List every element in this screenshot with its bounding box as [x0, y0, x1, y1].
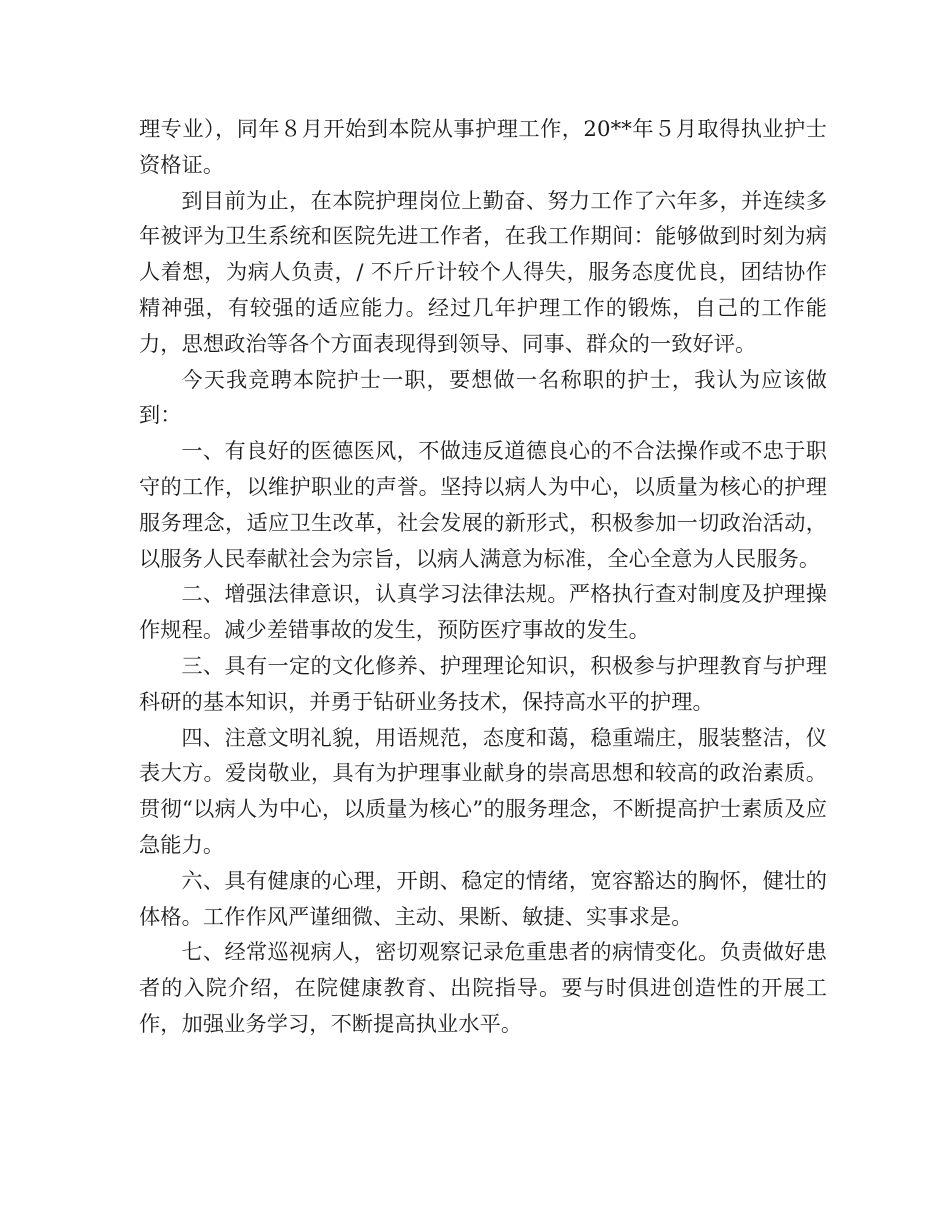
- paragraph-work-history: 到目前为止，在本院护理岗位上勤奋、努力工作了六年多，并连续多年被评为卫生系统和医院先进工作者，在我工作期间：能够做到时刻为病人着想，为病人负责，/ 不斤斤计较个人得失，服务态度优良，团结协作精神强，有较强的适应能力。经过几年护理工作的锻炼，自己的工作能力，思想政治等各个方面表现得到领导、同事、群众的一致好评。: [139, 187, 827, 356]
- paragraph-point-four: 四、注意文明礼貌，用语规范，态度和蔼，稳重端庄，服装整洁，仪表大方。爱岗敬业，具有为护理事业献身的崇高思想和较高的政治素质。贯彻“以病人为中心，以质量为核心”的服务理念，不断提高护士素质及应急能力。: [139, 724, 827, 857]
- paragraph-continuation: 理专业），同年８月开始到本院从事护理工作，20**年５月取得执业护士资格证。: [139, 116, 827, 177]
- document-body: [139, 111, 827, 1042]
- paragraph-point-one: 一、有良好的医德医风，不做违反道德良心的不合法操作或不忠于职守的工作，以维护职业的声誉。坚持以病人为中心，以质量为核心的护理服务理念，适应卫生改革，社会发展的新形式，积极参加一切政治活动，以服务人民奉献社会为宗旨，以病人满意为标准，全心全意为人民服务。: [139, 438, 827, 571]
- paragraph-point-seven: 七、经常巡视病人，密切观察记录危重患者的病情变化。负责做好患者的入院介绍，在院健康教育、出院指导。要与时俱进创造性的开展工作，加强业务学习，不断提高执业水平。: [139, 939, 827, 1036]
- paragraph-point-six: 六、具有健康的心理，开朗、稳定的情绪，宽容豁达的胸怀，健壮的体格。工作作风严谨细微、主动、果断、敏捷、实事求是。: [139, 867, 827, 929]
- paragraph-competition-intro: 今天我竞聘本院护士一职，要想做一名称职的护士，我认为应该做到：: [139, 366, 827, 428]
- paragraph-point-three: 三、具有一定的文化修养、护理理论知识，积极参与护理教育与护理科研的基本知识，并勇于钻研业务技术，保持高水平的护理。: [139, 652, 827, 714]
- paragraph-point-two: 二、增强法律意识，认真学习法律法规。严格执行查对制度及护理操作规程。减少差错事故的发生，预防医疗事故的发生。: [139, 581, 827, 643]
